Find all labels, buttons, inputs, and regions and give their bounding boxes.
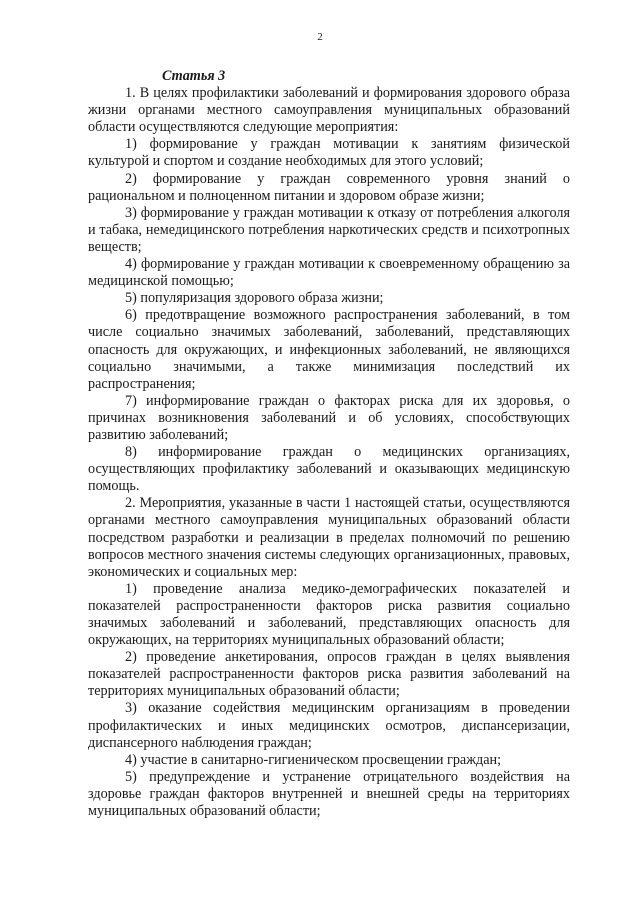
paragraph-part-1-item-3: 3) формирование у граждан мотивации к отказу от потребления алкоголя и табака, немедицинского потребления наркотических средств и психотропных веществ;	[88, 204, 570, 255]
paragraph-part-2-item-3: 3) оказание содействия медицинским организациям в проведении профилактических и иных медицинских осмотров, диспансеризации, диспансерного наблюдения граждан;	[88, 700, 570, 751]
paragraph-part-1-item-6: 6) предотвращение возможного распространения заболеваний, в том числе социально значимых заболеваний, заболеваний, представляющих опасность для окружающих, и инфекционных заболеваний, не являющихся социально значимыми, а также минимизация последствий их распространения;	[88, 307, 570, 392]
paragraph-part-1-item-5: 5) популяризация здорового образа жизни;	[125, 290, 384, 307]
paragraph-part-1-item-4: 4) формирование у граждан мотивации к своевременному обращению за медицинской помощью;	[88, 256, 570, 290]
paragraph-part-2-item-5: 5) предупреждение и устранение отрицательного воздействия на здоровье граждан факторов внутренней и внешней среды на территориях муниципальных образований области;	[88, 768, 570, 820]
document-body	[88, 68, 570, 820]
paragraph-part-2-item-4: 4) участие в санитарно-гигиеническом просвещении граждан;	[125, 751, 502, 768]
paragraph-part-2-item-1: 1) проведение анализа медико-демографических показателей и показателей распространенности факторов риска развития социально значимых заболеваний и заболеваний, представляющих опасность для окружающих, на территориях муниципальных образований области;	[88, 580, 570, 649]
article-title: Статья 3	[162, 68, 226, 84]
paragraph-part-1-item-2: 2) формирование у граждан современного уровня знаний о рациональном и полноценном питании и здоровом образе жизни;	[88, 170, 570, 204]
paragraph-part-1-item-7: 7) информирование граждан о факторах риска для их здоровья, о причинах возникновения заболеваний и об условиях, способствующих развитию заболеваний;	[88, 392, 570, 443]
paragraph-part-2-intro: 2. Мероприятия, указанные в части 1 настоящей статьи, осуществляются органами местного самоуправления муниципальных образований области посредством разработки и реализации в пределах полномочий по решению вопросов местного значения системы следующих организационных, правовых, экономических и социальных мер:	[88, 495, 570, 580]
paragraph-part-1-item-1: 1) формирование у граждан мотивации к занятиям физической культурой и спортом и создание необходимых для этого условий;	[88, 136, 570, 170]
paragraph-part-2-item-2: 2) проведение анкетирования, опросов граждан в целях выявления показателей распространенности факторов риска развития заболеваний на территориях муниципальных образований области;	[88, 649, 570, 700]
page-number: 2	[317, 31, 323, 43]
paragraph-part-1-intro: 1. В целях профилактики заболеваний и формирования здорового образа жизни органами местного самоуправления муниципальных образований области осуществляются следующие мероприятия:	[88, 85, 570, 136]
paragraph-part-1-item-8: 8) информирование граждан о медицинских организациях, осуществляющих профилактику заболеваний и оказывающих медицинскую помощь.	[88, 444, 570, 495]
